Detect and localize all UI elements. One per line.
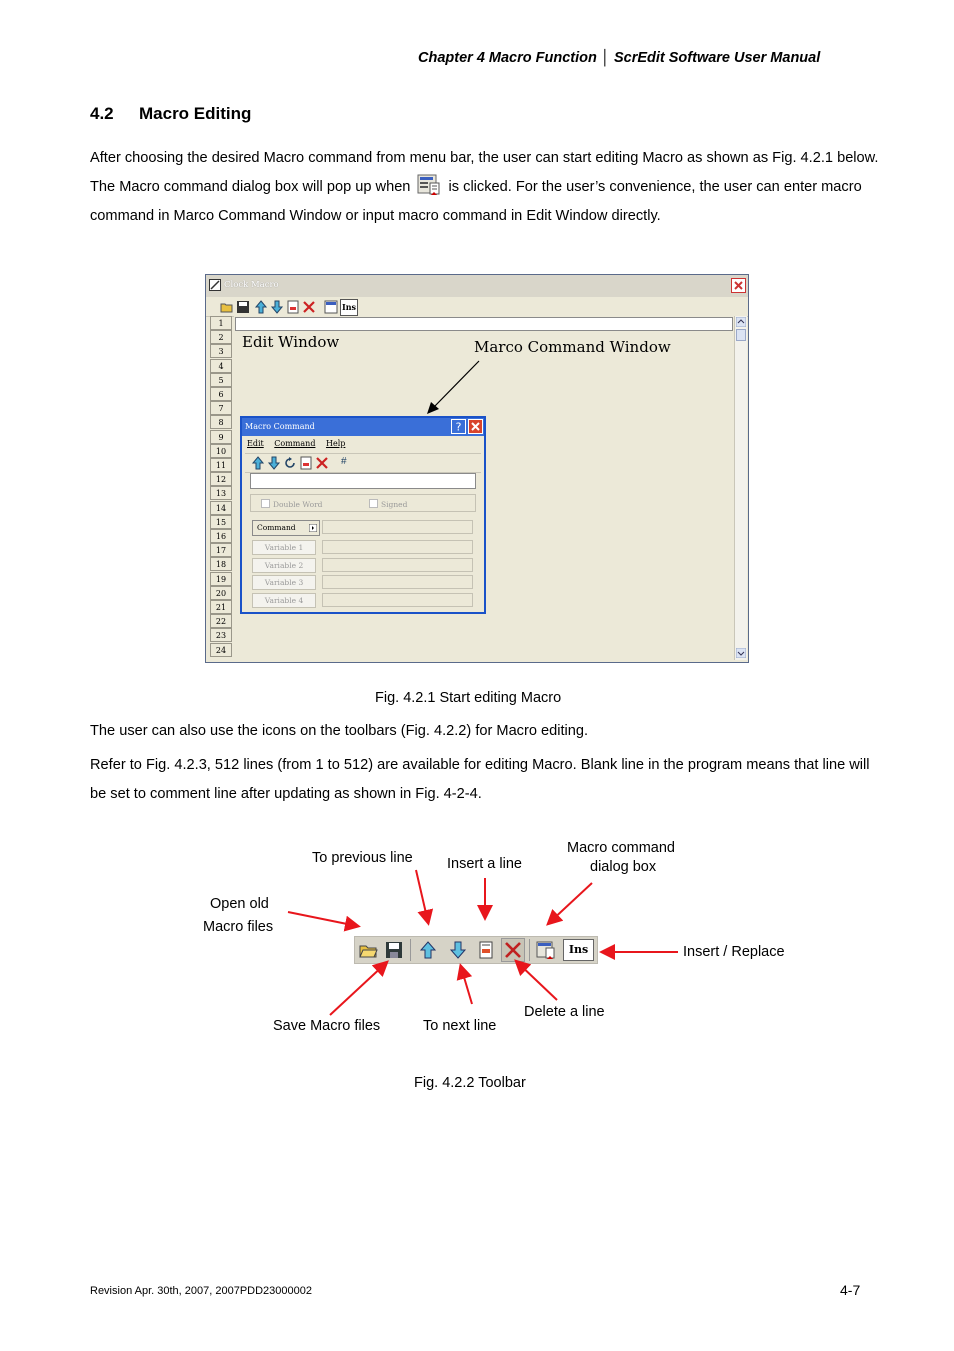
row-number: 24 <box>210 643 232 657</box>
variable-1-button[interactable]: Variable 1 <box>252 540 316 555</box>
annotation-insert-replace: Insert / Replace <box>683 944 785 960</box>
figure-1-caption: Fig. 4.2.1 Start editing Macro <box>375 690 562 706</box>
annotation-macro-cmd-1: Macro command <box>567 840 675 856</box>
row-number: 4 <box>210 359 232 373</box>
row-number: 14 <box>210 501 232 515</box>
row-number: 10 <box>210 444 232 458</box>
row-number: 16 <box>210 529 232 543</box>
double-word-checkbox[interactable]: Double Word <box>261 499 322 509</box>
row-number: 17 <box>210 543 232 557</box>
paragraph-2: The user can also use the icons on the toolbars (Fig. 4.2.2) for Macro editing. <box>90 723 589 739</box>
row-number: 3 <box>210 344 232 358</box>
annotation-delete-line: Delete a line <box>524 1004 605 1020</box>
annotation-open-old-1: Open old <box>210 896 269 912</box>
signed-checkbox[interactable]: Signed <box>369 499 407 509</box>
row-number: 23 <box>210 628 232 642</box>
insert-replace-toggle[interactable]: Ins <box>563 939 594 961</box>
insert-replace-toggle[interactable]: Ins <box>340 299 358 316</box>
annotation-insert-line: Insert a line <box>447 856 522 872</box>
row-number: 7 <box>210 401 232 415</box>
annotation-to-next: To next line <box>423 1018 497 1034</box>
row-number: 1 <box>210 316 232 330</box>
row-number: 15 <box>210 515 232 529</box>
svg-text:?: ? <box>455 420 462 434</box>
row-number: 12 <box>210 472 232 486</box>
row-number: 21 <box>210 600 232 614</box>
menu-edit[interactable]: Edit <box>247 439 264 448</box>
paragraph-3: Refer to Fig. 4.2.3, 512 lines (from 1 to 512) are available for editing Macro. Blank line in the program means that line will be set to comment line after updating as shown in Fig. 4-2-4. <box>90 757 870 802</box>
footer-page-number: 4-7 <box>840 1282 861 1298</box>
row-number: 2 <box>210 330 232 344</box>
footer-revision: Revision Apr. 30th, 2007, 2007PDD23000002 <box>90 1285 312 1297</box>
row-number: 5 <box>210 373 232 387</box>
figure-2-caption: Fig. 4.2.2 Toolbar <box>414 1075 526 1091</box>
edit-window-label: Edit Window <box>242 333 340 351</box>
command-window-label: Marco Command Window <box>474 338 671 356</box>
menu-command[interactable]: Command <box>274 439 316 448</box>
variable-3-button[interactable]: Variable 3 <box>252 575 316 590</box>
annotation-save-files: Save Macro files <box>273 1018 381 1034</box>
arrow-macro-command <box>549 883 592 923</box>
menu-help[interactable]: Help <box>325 439 346 448</box>
section-number: 4.2 <box>90 104 114 123</box>
row-number: 13 <box>210 486 232 500</box>
row-number: 19 <box>210 572 232 586</box>
section-title: Macro Editing <box>139 104 252 123</box>
row-number: 9 <box>210 430 232 444</box>
variable-2-button[interactable]: Variable 2 <box>252 558 316 573</box>
window-title: Clock Macro <box>224 280 279 290</box>
running-header: Chapter 4 Macro Function │ ScrEdit Software User Manual <box>418 50 821 66</box>
row-number: 8 <box>210 415 232 429</box>
variable-4-button[interactable]: Variable 4 <box>252 593 316 608</box>
annotation-to-previous: To previous line <box>312 850 413 866</box>
row-number: 11 <box>210 458 232 472</box>
hash-icon[interactable]: # <box>341 456 347 467</box>
annotation-macro-cmd-2: dialog box <box>590 859 657 875</box>
arrow-to-previous <box>416 870 428 922</box>
intro-text-1: After choosing the desired Macro command from menu bar, the user can start editing Macro as shown as Fig. 4.2.1 below. The Macro command dialog box will pop up when <box>90 150 879 195</box>
arrow-open-old <box>288 912 357 926</box>
dialog-title: Macro Command <box>245 422 315 431</box>
row-number: 6 <box>210 387 232 401</box>
row-number: 22 <box>210 614 232 628</box>
row-number: 20 <box>210 586 232 600</box>
intro-text-2: is clicked. For the user’s convenience, the user can enter macro command in Marco Command Window or input macro command in Edit Window directly. <box>90 179 862 224</box>
row-number: 18 <box>210 557 232 571</box>
annotation-open-old-2: Macro files <box>203 919 274 935</box>
arrow-save-files <box>330 963 386 1015</box>
arrow-to-next <box>461 967 472 1004</box>
command-button-label: Command <box>257 523 296 532</box>
arrow-delete-line <box>517 962 557 1000</box>
